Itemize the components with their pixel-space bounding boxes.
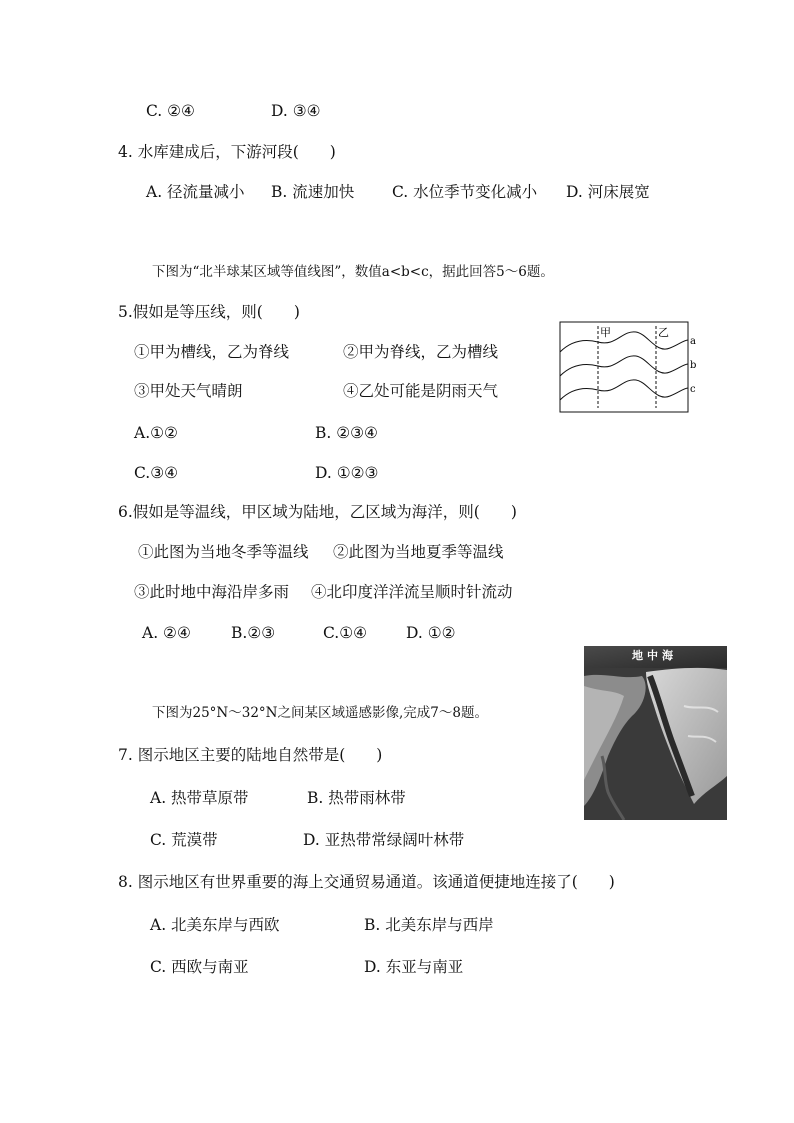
q8-option-b: B. 北美东岸与西岸 <box>364 916 494 934</box>
q7-option-c: C. 荒漠带 <box>150 831 218 849</box>
q7-option-a: A. 热带草原带 <box>150 789 249 807</box>
q6-option-a: A. ②④ <box>142 624 191 642</box>
q4-option-b: B. 流速加快 <box>271 183 355 201</box>
q8-option-a: A. 北美东岸与西欧 <box>150 916 280 934</box>
q5-option-c: C.③④ <box>134 464 179 482</box>
q6-option-b: B.②③ <box>231 624 276 642</box>
q5-option-d: D. ①②③ <box>315 464 379 482</box>
label-b: b <box>690 360 697 371</box>
q8-stem: 8. 图示地区有世界重要的海上交通贸易通道。该通道便捷地连接了( ) <box>118 873 615 891</box>
q6-statement-3: ③此时地中海沿岸多雨 <box>134 583 290 601</box>
label-c: c <box>690 384 696 395</box>
q6-option-c: C.①④ <box>323 624 368 642</box>
label-jia: 甲 <box>600 326 611 339</box>
satellite-caption: 地中海 <box>632 649 677 662</box>
q7-option-b: B. 热带雨林带 <box>307 789 406 807</box>
q4-option-a: A. 径流量减小 <box>146 183 245 201</box>
q4-option-c: C. 水位季节变化减小 <box>392 183 538 201</box>
q5-option-b: B. ②③④ <box>315 424 378 442</box>
q5-option-a: A.①② <box>134 424 178 442</box>
q6-statement-4: ④北印度洋洋流呈顺时针流动 <box>311 583 513 601</box>
q3-option-c: C. ②④ <box>146 102 195 120</box>
q7-stem: 7. 图示地区主要的陆地自然带是( ) <box>118 746 383 764</box>
q4-option-d: D. 河床展宽 <box>566 183 650 201</box>
q5-stem: 5.假如是等压线，则( ) <box>118 303 300 321</box>
q8-option-c: C. 西欧与南亚 <box>150 958 249 976</box>
contour-map-figure <box>558 320 700 414</box>
label-yi: 乙 <box>658 326 669 339</box>
q5-statement-4: ④乙处可能是阴雨天气 <box>343 382 499 400</box>
satellite-image <box>584 646 727 820</box>
q6-statement-2: ②此图为当地夏季等温线 <box>333 543 504 561</box>
q8-option-d: D. 东亚与南亚 <box>364 958 464 976</box>
q5-statement-3: ③甲处天气晴朗 <box>134 382 243 400</box>
intro-7-8: 下图为25°N～32°N之间某区域遥感影像,完成7～8题。 <box>152 705 488 721</box>
q7-option-d: D. 亚热带常绿阔叶林带 <box>303 831 465 849</box>
q6-option-d: D. ①② <box>406 624 456 642</box>
intro-5-6: 下图为“北半球某区域等值线图”，数值a<b<c，据此回答5～6题。 <box>152 264 554 280</box>
q5-statement-2: ②甲为脊线，乙为槽线 <box>343 343 499 361</box>
q5-statement-1: ①甲为槽线，乙为脊线 <box>134 343 290 361</box>
q6-stem: 6.假如是等温线，甲区域为陆地，乙区域为海洋，则( ) <box>118 503 517 521</box>
q4-stem: 4. 水库建成后，下游河段( ) <box>118 143 336 161</box>
label-a: a <box>690 336 696 347</box>
q6-statement-1: ①此图为当地冬季等温线 <box>138 543 309 561</box>
q3-option-d: D. ③④ <box>271 102 321 120</box>
